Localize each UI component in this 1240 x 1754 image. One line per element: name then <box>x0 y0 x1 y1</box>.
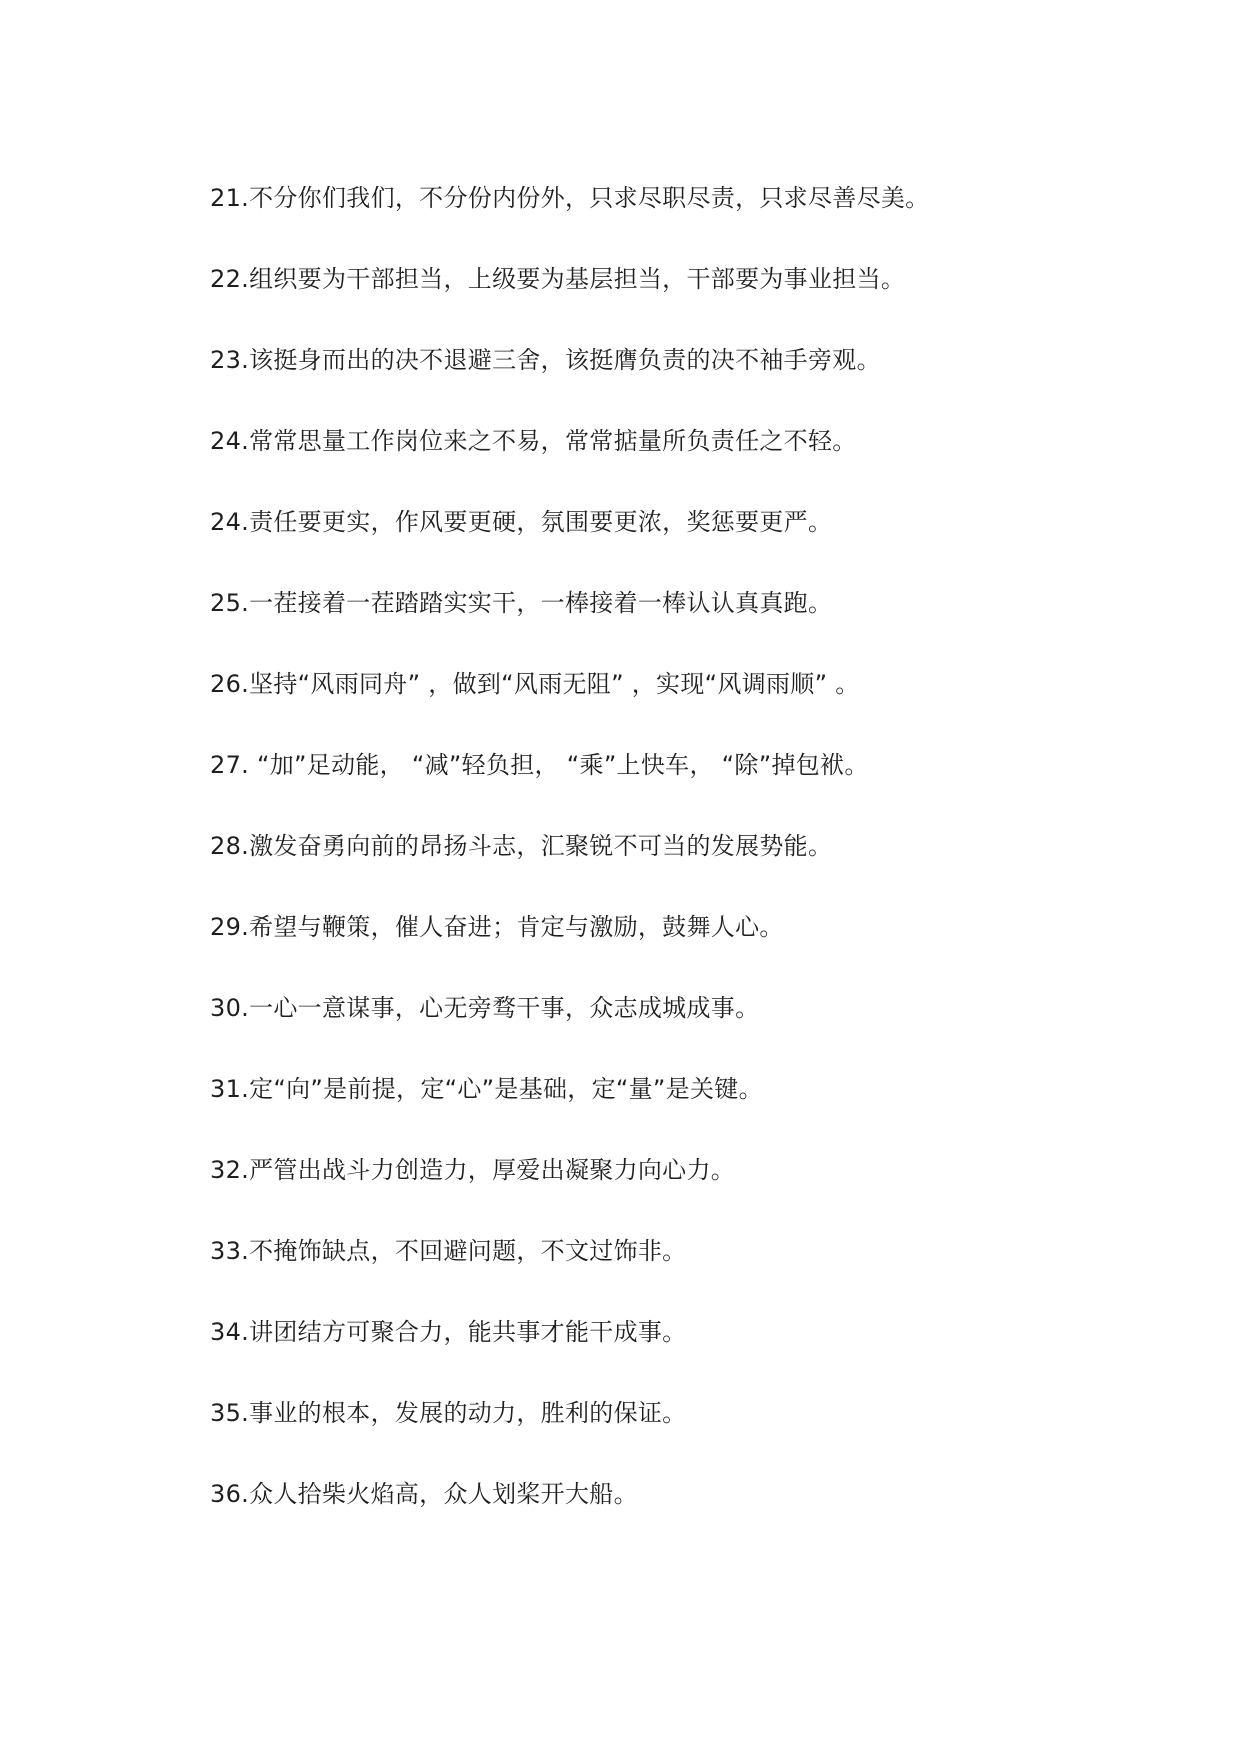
text-line: 30.一心一意谋事，心无旁骛干事，众志成城成事。 <box>210 994 760 1022</box>
text-line: 21.不分你们我们，不分份内份外，只求尽职尽责，只求尽善尽美。 <box>210 184 930 212</box>
text-line: 22.组织要为干部担当，上级要为基层担当，干部要为事业担当。 <box>210 265 906 293</box>
text-line: 35.事业的根本，发展的动力，胜利的保证。 <box>210 1399 687 1427</box>
text-line: 24.责任要更实，作风要更硬，氛围要更浓，奖惩要更严。 <box>210 508 833 536</box>
text-line: 32.严管出战斗力创造力，厚爱出凝聚力向心力。 <box>210 1156 736 1184</box>
text-line: 23.该挺身而出的决不退避三舍，该挺膺负责的决不袖手旁观。 <box>210 346 881 374</box>
text-line: 28.激发奋勇向前的昂扬斗志，汇聚锐不可当的发展势能。 <box>210 832 833 860</box>
text-line: 33.不掩饰缺点，不回避问题，不文过饰非。 <box>210 1237 687 1265</box>
text-line: 29.希望与鞭策，催人奋进；肯定与激励，鼓舞人心。 <box>210 913 784 941</box>
text-line: 31.定“向”是前提，定“心”是基础，定“量”是关键。 <box>210 1075 763 1103</box>
text-line: 24.常常思量工作岗位来之不易，常常掂量所负责任之不轻。 <box>210 427 857 455</box>
text-line: 26.坚持“风雨同舟” ，做到“风雨无阻” ，实现“风调雨顺” 。 <box>210 670 860 698</box>
document-body <box>210 172 1210 1549</box>
text-line: 34.讲团结方可聚合力，能共事才能干成事。 <box>210 1318 687 1346</box>
text-line: 36.众人拾柴火焰高，众人划桨开大船。 <box>210 1480 638 1508</box>
text-line: 25.一茬接着一茬踏踏实实干，一棒接着一棒认认真真跑。 <box>210 589 833 617</box>
text-line: 27. “加”足动能， “减”轻负担， “乘”上快车， “除”掉包袱。 <box>210 751 869 779</box>
